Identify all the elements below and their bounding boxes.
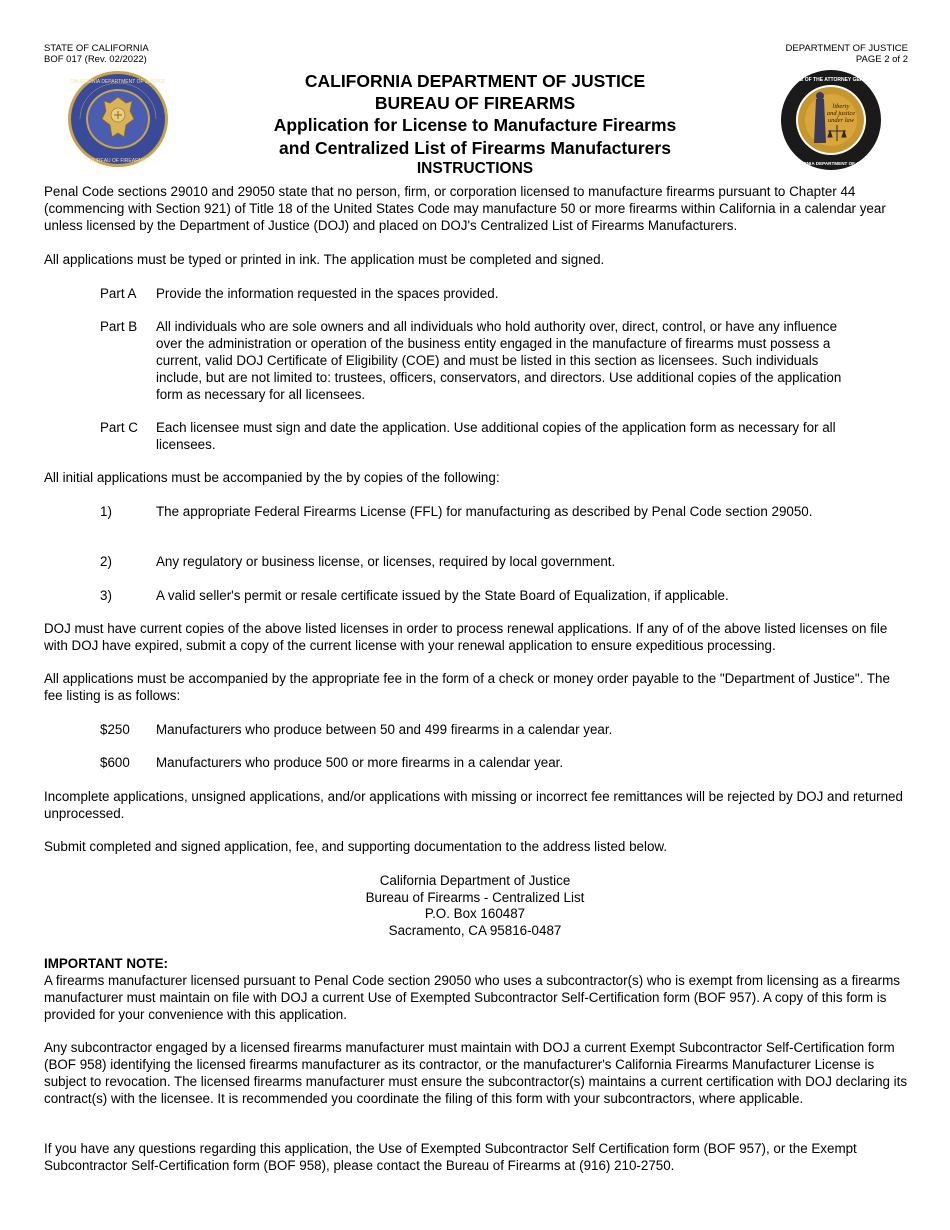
header-right (786, 43, 908, 65)
initial-note: All initial applications must be accompanied by the by copies of the following: (44, 470, 500, 485)
seal-right-motto-1: liberty (832, 103, 850, 110)
title-instructions: INSTRUCTIONS (416, 160, 534, 177)
important-paragraph-2: Any subcontractor engaged by a licensed firearms manufacturer must maintain with DOJ a current Exempt Subcontractor Self-Certification form (BOF 958) identifying the licensed firearms manufacturer as its contractor, or the manufacturer's California Firearms Manufacturer License is subject to revocation. The licensed firearms manufacturer must ensure the subcontractor(s) maintains a current certification with DOJ declaring its contract(s) with the licensee. It is recommended you coordinate the filing of this form with your subcontractors, where applicable. (44, 1040, 908, 1106)
incomplete-note: Incomplete applications, unsigned applications, and/or applications with missing or incorrect fee remittances will be rejected by DOJ and returned unprocessed. (44, 789, 903, 821)
address-line-3: P.O. Box 160487 (424, 906, 526, 921)
part-a-label: Part A (100, 286, 137, 301)
part-b-text: All individuals who are sole owners and all individuals who hold authority over, direct, control, or have any influence over the administration or operation of the business entity engaged in the manufacture of firearms must possess a current, valid DOJ Certificate of Eligibility (COE) and must be listed in this section as licensees. Such individuals include, but are not limited to: trustees, officers, conservators, and directors. Use additional copies of the application form as necessary for all licensees. (156, 319, 842, 402)
part-c-text: Each licensee must sign and date the application. Use additional copies of the application form as necessary for all licensees. (156, 420, 836, 452)
seal-right-motto-3: under law (827, 117, 855, 124)
seal-left-top-text: CALIFORNIA DEPARTMENT OF JUSTICE (70, 79, 166, 85)
renewal-note: DOJ must have current copies of the above listed licenses in order to process renewal applications. If any of of the above listed licenses on file with DOJ have expired, submit a copy of the current license with your renewal application to ensure expeditious processing. (44, 621, 888, 653)
requirement-2-label: 2) (100, 554, 112, 569)
address-line-1: California Department of Justice (379, 873, 571, 888)
header-page-number: PAGE 2 of 2 (855, 54, 908, 65)
title-application-line-2: and Centralized List of Firearms Manufacturers (279, 138, 671, 158)
requirement-1-text: The appropriate Federal Firearms License (FFL) for manufacturing as described by Penal Code section 29050. (156, 504, 813, 519)
header-form-number: BOF 017 (Rev. 02/2022) (44, 54, 147, 65)
requirement-1-label: 1) (100, 504, 112, 519)
requirement-3-text: A valid seller's permit or resale certificate issued by the State Board of Equalization, if applicable. (156, 588, 729, 603)
lady-justice-icon (814, 99, 826, 143)
title-application-line-1: Application for License to Manufacture Firearms (273, 115, 677, 135)
attorney-general-seal (780, 69, 882, 171)
header-department: DEPARTMENT OF JUSTICE (785, 43, 908, 54)
header-state: STATE OF CALIFORNIA (44, 43, 149, 54)
part-c-label: Part C (100, 420, 138, 435)
title-bureau: BUREAU OF FIREARMS (374, 93, 576, 113)
part-b-label: Part B (100, 319, 138, 334)
seal-right-motto-2: and justice (826, 110, 856, 117)
requirement-2-text: Any regulatory or business license, or licenses, required by local government. (156, 554, 616, 569)
bureau-of-firearms-seal (66, 69, 170, 169)
title-department: CALIFORNIA DEPARTMENT OF JUSTICE (304, 71, 646, 91)
requirement-3-label: 3) (100, 588, 112, 603)
header-left (44, 43, 149, 65)
submit-note: Submit completed and signed application, fee, and supporting documentation to the address listed below. (44, 839, 668, 854)
address-line-4: Sacramento, CA 95816-0487 (388, 923, 562, 938)
seal-right-top-text: OFFICE OF THE ATTORNEY GENERAL (784, 77, 878, 83)
fee-2-text: Manufacturers who produce 500 or more firearms in a calendar year. (156, 755, 564, 770)
intro-paragraph: Penal Code sections 29010 and 29050 state that no person, firm, or corporation licensed to manufacture firearms pursuant to Chapter 44 (commencing with Section 921) of Title 18 of the United States Code may manufacture 50 or more firearms within California in a calendar year unless licensed by the Department of Justice (DOJ) and placed on DOJ's Centralized List of Firearms Manufacturers. (44, 184, 886, 233)
fee-1-amount: $250 (100, 722, 130, 737)
seal-right-bottom-text: CALIFORNIA DEPARTMENT OF JUSTICE (786, 161, 876, 166)
important-paragraph-1: A firearms manufacturer licensed pursuant to Penal Code section 29050 who uses a subcontractor(s) who is exempt from licensing as a firearms manufacturer must maintain on file with DOJ a current Use of Exempted Subcontractor Self-Certification form (BOF 957). A copy of this form is provided for your convenience with this application. (44, 973, 900, 1022)
fee-2-amount: $600 (100, 755, 130, 770)
important-heading: IMPORTANT NOTE: (44, 956, 168, 971)
fee-1-text: Manufacturers who produce between 50 and 499 firearms in a calendar year. (156, 722, 613, 737)
seal-left-bottom-text: BUREAU OF FIREARMS (89, 158, 147, 164)
part-a-text: Provide the information requested in the spaces provided. (156, 286, 499, 301)
typed-note: All applications must be typed or printed in ink. The application must be completed and signed. (44, 252, 605, 267)
important-paragraph-3: If you have any questions regarding this application, the Use of Exempted Subcontractor Self Certification form (BOF 957), or the Exempt Subcontractor Self-Certification form (BOF 958), please contact the Bureau of Firearms at (916) 210-2750. (44, 1141, 857, 1173)
fee-note: All applications must be accompanied by the appropriate fee in the form of a check or money order payable to the "Department of Justice". The fee listing is as follows: (44, 671, 890, 703)
address-line-2: Bureau of Firearms - Centralized List (365, 890, 585, 905)
